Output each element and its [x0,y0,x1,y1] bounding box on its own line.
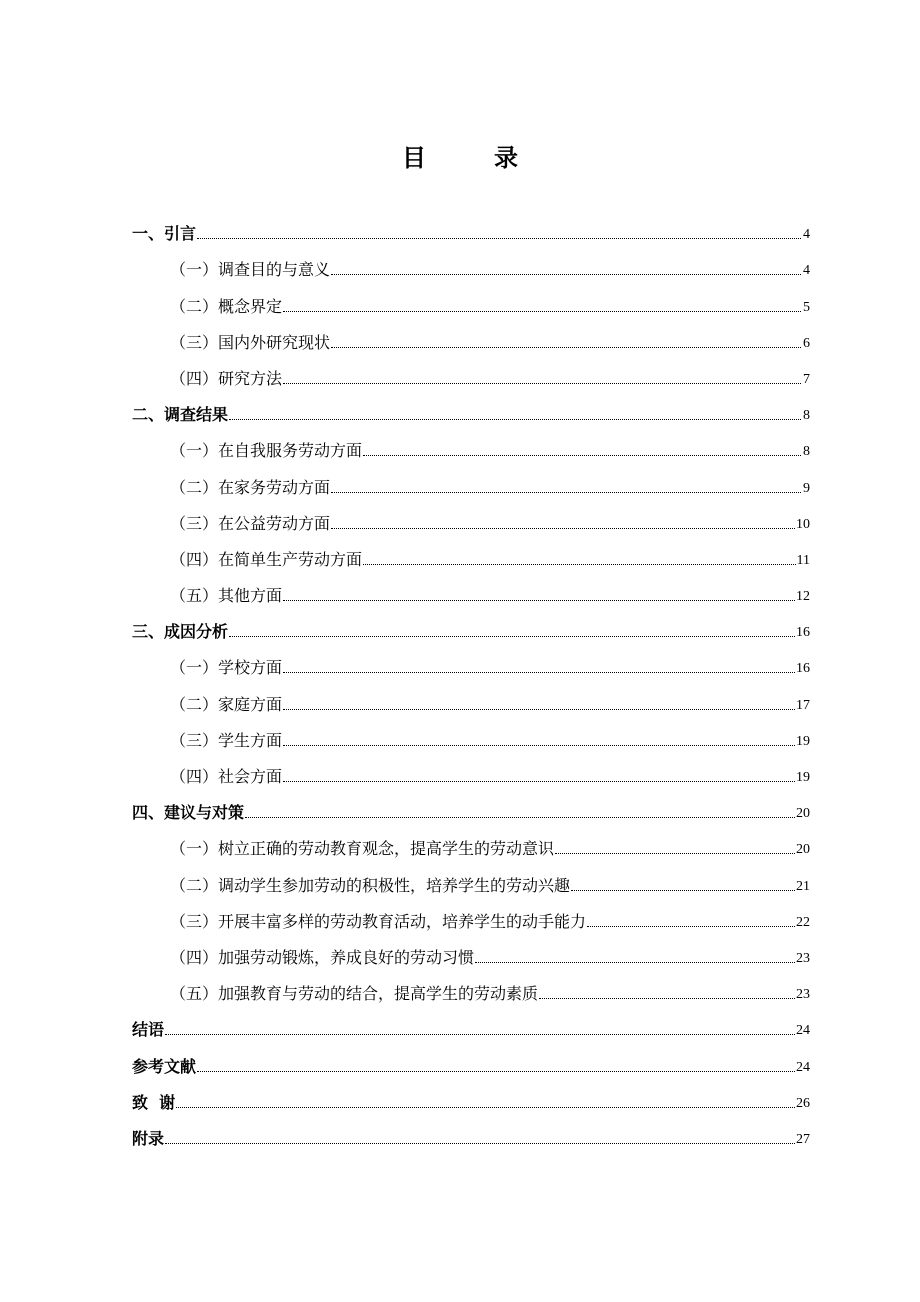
toc-page-number: 20 [796,842,810,858]
toc-chapter-entry[interactable] [132,1008,810,1044]
toc-dot-leader [331,528,795,529]
toc-dot-leader [165,1034,795,1035]
toc-entry-label: （一）在自我服务劳动方面 [170,441,363,461]
toc-entry-label: （三）国内外研究现状 [170,332,331,352]
toc-dot-leader [475,962,795,963]
toc-entry-label: （一）学校方面 [170,658,283,678]
toc-entry-label: （三）在公益劳动方面 [170,513,331,533]
toc-page-number: 11 [796,552,810,568]
toc-section-entry[interactable] [132,248,810,284]
toc-dot-leader [283,745,795,746]
toc-page-number: 23 [796,987,810,1003]
toc-page-number: 5 [803,299,810,315]
toc-dot-leader [283,311,801,312]
toc-page-number: 4 [803,227,810,243]
toc-entry-label: 四、建议与对策 [132,803,245,823]
toc-entry-label: （四）研究方法 [170,368,283,388]
toc-dot-leader [539,998,795,999]
toc-page-number: 17 [796,697,810,713]
toc-dot-leader [331,347,801,348]
toc-page-number: 26 [796,1095,810,1111]
toc-section-entry[interactable] [132,900,810,936]
toc-dot-leader [165,1143,795,1144]
toc-page-number: 20 [796,806,810,822]
toc-page-number: 8 [803,444,810,460]
toc-entry-label: （三）学生方面 [170,730,283,750]
toc-dot-leader [283,383,801,384]
toc-chapter-entry[interactable] [132,1081,810,1117]
toc-entry-label: 一、引言 [132,224,197,244]
toc-page-number: 22 [796,914,810,930]
toc-dot-leader [197,1071,795,1072]
toc-dot-leader [331,492,801,493]
toc-dot-leader [229,419,801,420]
toc-entry-label: 致 谢 [132,1092,176,1112]
toc-page-number: 10 [796,516,810,532]
table-of-contents [132,212,810,1153]
toc-entry-label: 结语 [132,1020,165,1040]
toc-section-entry[interactable] [132,502,810,538]
toc-section-entry[interactable] [132,357,810,393]
toc-section-entry[interactable] [132,465,810,501]
toc-dot-leader [555,853,795,854]
toc-section-entry[interactable] [132,321,810,357]
toc-dot-leader [176,1107,795,1108]
toc-section-entry[interactable] [132,972,810,1008]
toc-chapter-entry[interactable] [132,393,810,429]
toc-dot-leader [363,564,796,565]
toc-dot-leader [283,672,795,673]
toc-section-entry[interactable] [132,755,810,791]
toc-entry-label: （二）概念界定 [170,296,283,316]
toc-page-number: 23 [796,950,810,966]
toc-entry-label: （二）家庭方面 [170,694,283,714]
toc-entry-label: （五）其他方面 [170,586,283,606]
toc-section-entry[interactable] [132,863,810,899]
toc-page-number: 9 [803,480,810,496]
toc-page-number: 12 [796,589,810,605]
toc-page-number: 19 [796,733,810,749]
toc-dot-leader [197,238,801,239]
toc-entry-label: 参考文献 [132,1056,197,1076]
toc-page-number: 21 [796,878,810,894]
toc-page-number: 24 [796,1023,810,1039]
toc-entry-label: （三）开展丰富多样的劳动教育活动，培养学生的动手能力 [170,911,587,931]
toc-page-number: 16 [796,661,810,677]
toc-entry-label: 附录 [132,1128,165,1148]
toc-entry-label: （二）在家务劳动方面 [170,477,331,497]
toc-dot-leader [283,600,795,601]
toc-section-entry[interactable] [132,936,810,972]
toc-dot-leader [363,455,801,456]
toc-chapter-entry[interactable] [132,212,810,248]
toc-section-entry[interactable] [132,429,810,465]
toc-page-number: 24 [796,1059,810,1075]
toc-entry-label: （一）树立正确的劳动教育观念，提高学生的劳动意识 [170,839,555,859]
toc-page-number: 19 [796,770,810,785]
toc-section-entry[interactable] [132,646,810,682]
toc-entry-label: （二）调动学生参加劳动的积极性，培养学生的劳动兴趣 [170,875,571,895]
toc-page-number: 16 [796,625,810,641]
toc-dot-leader [283,781,795,782]
toc-dot-leader [571,890,795,891]
toc-dot-leader [283,709,795,710]
toc-page-number: 8 [803,408,810,424]
toc-page-number: 4 [803,263,810,279]
toc-section-entry[interactable] [132,538,810,574]
toc-chapter-entry[interactable] [132,1117,810,1153]
toc-entry-label: 三、成因分析 [132,622,229,642]
toc-dot-leader [245,817,795,818]
toc-entry-label: （四）在简单生产劳动方面 [170,549,363,569]
toc-page-number: 27 [796,1131,810,1147]
toc-entry-label: （四）加强劳动锻炼，养成良好的劳动习惯 [170,947,475,967]
toc-dot-leader [229,636,795,637]
toc-section-entry[interactable] [132,574,810,610]
toc-entry-label: （一）调查目的与意义 [170,260,331,280]
toc-chapter-entry[interactable] [132,610,810,646]
toc-page-number: 7 [803,371,810,387]
toc-section-entry[interactable] [132,284,810,320]
toc-dot-leader [587,926,795,927]
toc-page-number: 6 [803,335,810,351]
toc-entry-label: 二、调查结果 [132,405,229,425]
page-title: 目 录 [402,144,540,172]
toc-section-entry[interactable] [132,827,810,863]
toc-entry-label: （五）加强教育与劳动的结合，提高学生的劳动素质 [170,984,539,1004]
toc-chapter-entry[interactable] [132,1044,810,1080]
toc-chapter-entry[interactable] [132,791,810,827]
toc-section-entry[interactable] [132,719,810,755]
toc-entry-label: （四）社会方面 [170,767,283,786]
toc-section-entry[interactable] [132,682,810,718]
toc-dot-leader [331,274,801,275]
